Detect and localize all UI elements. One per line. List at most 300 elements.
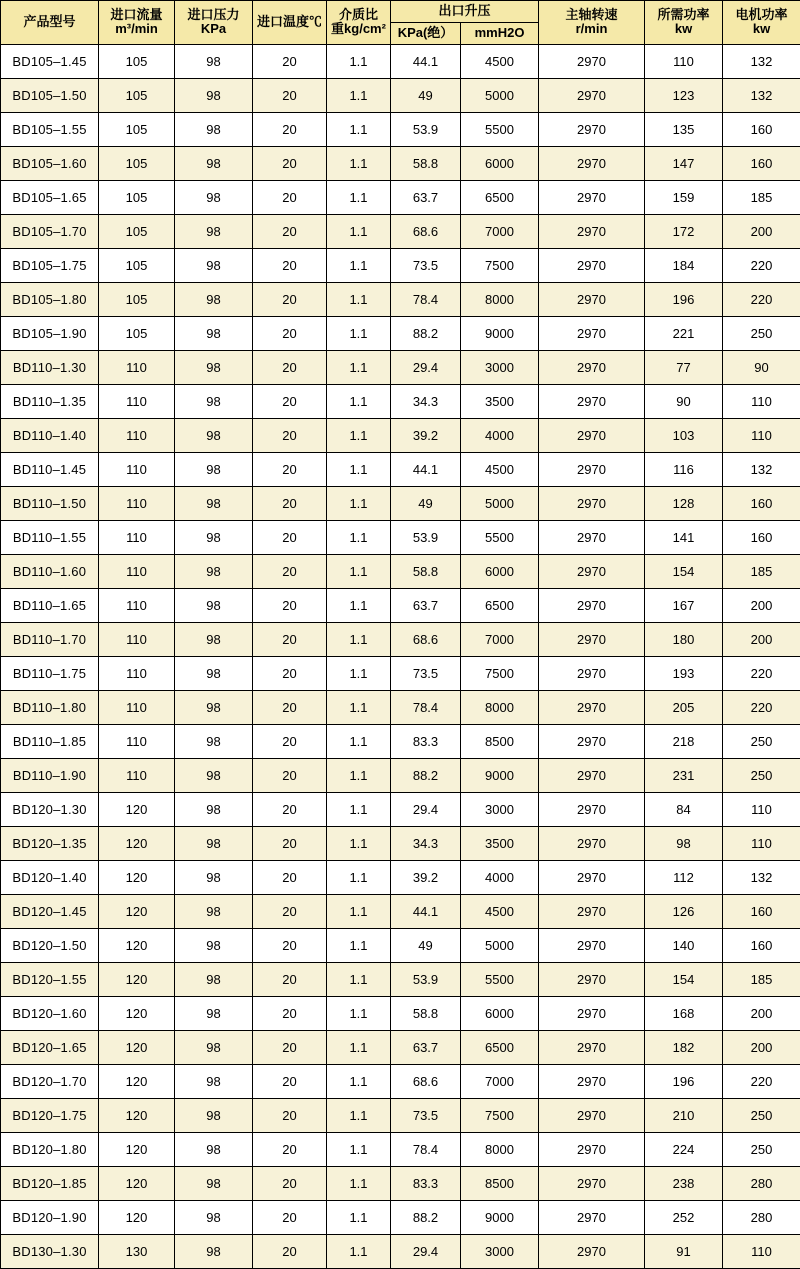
table-row: [1, 826, 800, 860]
cell-inlet-temperature: 20: [253, 248, 327, 282]
cell-model: BD110–1.65: [1, 588, 99, 622]
cell-inlet-pressure: 98: [175, 1166, 253, 1200]
cell-outlet-kpa: 44.1: [391, 44, 461, 78]
cell-motor-power: 160: [723, 928, 800, 962]
column-header-inlet-temperature: 进口温度℃: [253, 1, 327, 45]
cell-required-power: 196: [645, 282, 723, 316]
cell-required-power: 159: [645, 180, 723, 214]
cell-outlet-kpa: 53.9: [391, 112, 461, 146]
cell-inlet-flow: 120: [99, 826, 175, 860]
table-row: [1, 1132, 800, 1166]
table-row: [1, 724, 800, 758]
cell-medium-ratio: 1.1: [327, 384, 391, 418]
cell-shaft-speed: 2970: [539, 894, 645, 928]
cell-medium-ratio: 1.1: [327, 44, 391, 78]
cell-motor-power: 110: [723, 1234, 800, 1268]
cell-inlet-temperature: 20: [253, 384, 327, 418]
cell-inlet-flow: 105: [99, 146, 175, 180]
cell-inlet-temperature: 20: [253, 962, 327, 996]
cell-inlet-temperature: 20: [253, 1064, 327, 1098]
cell-outlet-kpa: 49: [391, 486, 461, 520]
table-row: [1, 554, 800, 588]
column-header-inlet-flow-label: 进口流量: [110, 7, 162, 22]
cell-inlet-pressure: 98: [175, 180, 253, 214]
cell-required-power: 231: [645, 758, 723, 792]
column-header-shaft-speed-label: 主轴转速: [566, 7, 618, 22]
cell-motor-power: 250: [723, 724, 800, 758]
cell-motor-power: 200: [723, 996, 800, 1030]
cell-inlet-flow: 120: [99, 1098, 175, 1132]
cell-outlet-kpa: 88.2: [391, 1200, 461, 1234]
cell-outlet-mmh2o: 3000: [461, 350, 539, 384]
cell-motor-power: 110: [723, 418, 800, 452]
cell-inlet-pressure: 98: [175, 1132, 253, 1166]
cell-shaft-speed: 2970: [539, 112, 645, 146]
cell-required-power: 90: [645, 384, 723, 418]
table-row: [1, 1234, 800, 1268]
table-row: [1, 214, 800, 248]
cell-required-power: 196: [645, 1064, 723, 1098]
cell-shaft-speed: 2970: [539, 418, 645, 452]
table-row: [1, 78, 800, 112]
column-header-model: 产品型号: [1, 1, 99, 45]
cell-shaft-speed: 2970: [539, 248, 645, 282]
column-header-shaft-speed-unit: r/min: [540, 22, 643, 37]
cell-required-power: 91: [645, 1234, 723, 1268]
cell-required-power: 224: [645, 1132, 723, 1166]
cell-inlet-flow: 120: [99, 962, 175, 996]
cell-inlet-flow: 120: [99, 928, 175, 962]
cell-medium-ratio: 1.1: [327, 894, 391, 928]
cell-inlet-pressure: 98: [175, 452, 253, 486]
cell-medium-ratio: 1.1: [327, 1064, 391, 1098]
cell-outlet-kpa: 44.1: [391, 452, 461, 486]
cell-medium-ratio: 1.1: [327, 1166, 391, 1200]
cell-required-power: 141: [645, 520, 723, 554]
table-row: [1, 588, 800, 622]
table-row: [1, 690, 800, 724]
cell-shaft-speed: 2970: [539, 690, 645, 724]
cell-required-power: 128: [645, 486, 723, 520]
cell-inlet-flow: 105: [99, 112, 175, 146]
cell-outlet-mmh2o: 7500: [461, 656, 539, 690]
cell-required-power: 135: [645, 112, 723, 146]
cell-shaft-speed: 2970: [539, 1098, 645, 1132]
cell-model: BD120–1.60: [1, 996, 99, 1030]
cell-medium-ratio: 1.1: [327, 792, 391, 826]
cell-motor-power: 220: [723, 690, 800, 724]
cell-outlet-mmh2o: 6500: [461, 1030, 539, 1064]
cell-model: BD105–1.45: [1, 44, 99, 78]
cell-model: BD110–1.85: [1, 724, 99, 758]
cell-motor-power: 160: [723, 894, 800, 928]
cell-outlet-kpa: 73.5: [391, 656, 461, 690]
cell-inlet-temperature: 20: [253, 724, 327, 758]
cell-inlet-temperature: 20: [253, 282, 327, 316]
cell-inlet-pressure: 98: [175, 758, 253, 792]
cell-medium-ratio: 1.1: [327, 758, 391, 792]
cell-inlet-flow: 110: [99, 350, 175, 384]
table-row: [1, 180, 800, 214]
table-row: [1, 758, 800, 792]
cell-outlet-kpa: 83.3: [391, 1166, 461, 1200]
column-header-inlet-pressure-unit: KPa: [176, 22, 251, 37]
table-row: [1, 1098, 800, 1132]
column-header-outlet-boost: 出口升压: [391, 1, 539, 23]
cell-inlet-temperature: 20: [253, 758, 327, 792]
cell-outlet-kpa: 63.7: [391, 180, 461, 214]
cell-required-power: 182: [645, 1030, 723, 1064]
table-row: [1, 1030, 800, 1064]
cell-required-power: 184: [645, 248, 723, 282]
cell-inlet-flow: 120: [99, 792, 175, 826]
table-body: [1, 44, 800, 1268]
cell-model: BD120–1.80: [1, 1132, 99, 1166]
cell-outlet-kpa: 68.6: [391, 622, 461, 656]
cell-shaft-speed: 2970: [539, 1234, 645, 1268]
cell-outlet-mmh2o: 7500: [461, 1098, 539, 1132]
cell-inlet-pressure: 98: [175, 996, 253, 1030]
table-row: [1, 1166, 800, 1200]
cell-motor-power: 220: [723, 282, 800, 316]
cell-required-power: 147: [645, 146, 723, 180]
cell-inlet-temperature: 20: [253, 554, 327, 588]
cell-model: BD120–1.75: [1, 1098, 99, 1132]
cell-inlet-flow: 110: [99, 554, 175, 588]
cell-inlet-temperature: 20: [253, 588, 327, 622]
table-row: [1, 928, 800, 962]
cell-model: BD120–1.40: [1, 860, 99, 894]
cell-required-power: 123: [645, 78, 723, 112]
cell-inlet-temperature: 20: [253, 350, 327, 384]
cell-shaft-speed: 2970: [539, 860, 645, 894]
cell-inlet-flow: 110: [99, 690, 175, 724]
cell-inlet-flow: 120: [99, 1030, 175, 1064]
cell-outlet-mmh2o: 7000: [461, 1064, 539, 1098]
cell-outlet-mmh2o: 7000: [461, 622, 539, 656]
cell-inlet-flow: 105: [99, 180, 175, 214]
cell-model: BD105–1.60: [1, 146, 99, 180]
cell-medium-ratio: 1.1: [327, 1132, 391, 1166]
cell-outlet-mmh2o: 6000: [461, 996, 539, 1030]
table-row: [1, 622, 800, 656]
cell-shaft-speed: 2970: [539, 554, 645, 588]
cell-motor-power: 90: [723, 350, 800, 384]
cell-shaft-speed: 2970: [539, 520, 645, 554]
table-row: [1, 112, 800, 146]
cell-shaft-speed: 2970: [539, 1132, 645, 1166]
cell-outlet-mmh2o: 5000: [461, 78, 539, 112]
cell-outlet-mmh2o: 9000: [461, 758, 539, 792]
cell-inlet-flow: 105: [99, 248, 175, 282]
cell-outlet-mmh2o: 5000: [461, 928, 539, 962]
cell-shaft-speed: 2970: [539, 724, 645, 758]
cell-model: BD110–1.75: [1, 656, 99, 690]
cell-inlet-flow: 120: [99, 1132, 175, 1166]
cell-inlet-temperature: 20: [253, 860, 327, 894]
cell-model: BD105–1.65: [1, 180, 99, 214]
table-row: [1, 44, 800, 78]
cell-medium-ratio: 1.1: [327, 1030, 391, 1064]
table-row: [1, 248, 800, 282]
cell-inlet-flow: 110: [99, 384, 175, 418]
cell-model: BD110–1.50: [1, 486, 99, 520]
cell-outlet-mmh2o: 8500: [461, 724, 539, 758]
table-row: [1, 316, 800, 350]
cell-shaft-speed: 2970: [539, 282, 645, 316]
column-header-motor-power: [723, 1, 800, 45]
cell-model: BD120–1.55: [1, 962, 99, 996]
cell-medium-ratio: 1.1: [327, 520, 391, 554]
cell-outlet-kpa: 34.3: [391, 826, 461, 860]
cell-outlet-kpa: 34.3: [391, 384, 461, 418]
cell-required-power: 205: [645, 690, 723, 724]
column-header-inlet-flow: [99, 1, 175, 45]
cell-required-power: 193: [645, 656, 723, 690]
cell-required-power: 221: [645, 316, 723, 350]
cell-motor-power: 160: [723, 112, 800, 146]
cell-outlet-kpa: 78.4: [391, 1132, 461, 1166]
column-header-medium-ratio-unit: 重kg/cm²: [328, 22, 389, 37]
cell-medium-ratio: 1.1: [327, 248, 391, 282]
cell-inlet-temperature: 20: [253, 418, 327, 452]
cell-motor-power: 185: [723, 962, 800, 996]
cell-inlet-flow: 110: [99, 588, 175, 622]
column-header-required-power-unit: kw: [646, 22, 721, 37]
cell-motor-power: 110: [723, 384, 800, 418]
cell-outlet-kpa: 49: [391, 928, 461, 962]
cell-inlet-temperature: 20: [253, 928, 327, 962]
cell-motor-power: 132: [723, 78, 800, 112]
cell-required-power: 167: [645, 588, 723, 622]
cell-shaft-speed: 2970: [539, 452, 645, 486]
cell-outlet-mmh2o: 4500: [461, 894, 539, 928]
cell-shaft-speed: 2970: [539, 316, 645, 350]
cell-shaft-speed: 2970: [539, 928, 645, 962]
cell-medium-ratio: 1.1: [327, 112, 391, 146]
cell-medium-ratio: 1.1: [327, 452, 391, 486]
cell-shaft-speed: 2970: [539, 486, 645, 520]
cell-outlet-mmh2o: 9000: [461, 1200, 539, 1234]
cell-inlet-flow: 110: [99, 418, 175, 452]
column-header-inlet-pressure: [175, 1, 253, 45]
cell-model: BD110–1.80: [1, 690, 99, 724]
cell-inlet-flow: 105: [99, 214, 175, 248]
table-row: [1, 860, 800, 894]
cell-inlet-temperature: 20: [253, 112, 327, 146]
cell-inlet-temperature: 20: [253, 78, 327, 112]
cell-inlet-temperature: 20: [253, 894, 327, 928]
cell-outlet-kpa: 53.9: [391, 962, 461, 996]
cell-inlet-temperature: 20: [253, 1200, 327, 1234]
cell-outlet-kpa: 58.8: [391, 554, 461, 588]
cell-required-power: 110: [645, 44, 723, 78]
cell-outlet-mmh2o: 8000: [461, 690, 539, 724]
cell-motor-power: 200: [723, 622, 800, 656]
cell-required-power: 172: [645, 214, 723, 248]
cell-required-power: 116: [645, 452, 723, 486]
cell-shaft-speed: 2970: [539, 996, 645, 1030]
cell-inlet-temperature: 20: [253, 520, 327, 554]
cell-medium-ratio: 1.1: [327, 996, 391, 1030]
cell-inlet-temperature: 20: [253, 622, 327, 656]
cell-inlet-pressure: 98: [175, 78, 253, 112]
cell-medium-ratio: 1.1: [327, 690, 391, 724]
cell-required-power: 154: [645, 554, 723, 588]
cell-inlet-pressure: 98: [175, 860, 253, 894]
cell-motor-power: 185: [723, 554, 800, 588]
cell-model: BD120–1.45: [1, 894, 99, 928]
cell-shaft-speed: 2970: [539, 1030, 645, 1064]
cell-required-power: 98: [645, 826, 723, 860]
cell-medium-ratio: 1.1: [327, 214, 391, 248]
cell-inlet-flow: 110: [99, 520, 175, 554]
cell-inlet-flow: 110: [99, 486, 175, 520]
cell-outlet-mmh2o: 3000: [461, 792, 539, 826]
cell-inlet-temperature: 20: [253, 452, 327, 486]
cell-motor-power: 110: [723, 792, 800, 826]
cell-required-power: 103: [645, 418, 723, 452]
cell-model: BD110–1.45: [1, 452, 99, 486]
cell-model: BD120–1.30: [1, 792, 99, 826]
cell-motor-power: 220: [723, 1064, 800, 1098]
cell-inlet-pressure: 98: [175, 690, 253, 724]
cell-shaft-speed: 2970: [539, 44, 645, 78]
cell-inlet-flow: 120: [99, 1064, 175, 1098]
cell-model: BD110–1.60: [1, 554, 99, 588]
cell-motor-power: 132: [723, 44, 800, 78]
cell-model: BD110–1.40: [1, 418, 99, 452]
cell-model: BD120–1.65: [1, 1030, 99, 1064]
cell-outlet-kpa: 78.4: [391, 690, 461, 724]
cell-outlet-mmh2o: 3500: [461, 384, 539, 418]
cell-inlet-pressure: 98: [175, 1064, 253, 1098]
cell-required-power: 180: [645, 622, 723, 656]
cell-outlet-mmh2o: 4500: [461, 44, 539, 78]
column-header-inlet-flow-unit: m³/min: [100, 22, 173, 37]
cell-model: BD110–1.30: [1, 350, 99, 384]
column-header-motor-power-unit: kw: [724, 22, 799, 37]
cell-motor-power: 132: [723, 860, 800, 894]
cell-outlet-mmh2o: 4500: [461, 452, 539, 486]
cell-model: BD120–1.50: [1, 928, 99, 962]
cell-inlet-pressure: 98: [175, 418, 253, 452]
cell-shaft-speed: 2970: [539, 962, 645, 996]
cell-motor-power: 280: [723, 1166, 800, 1200]
column-header-inlet-pressure-label: 进口压力: [187, 7, 239, 22]
cell-outlet-kpa: 88.2: [391, 758, 461, 792]
cell-inlet-flow: 130: [99, 1234, 175, 1268]
cell-outlet-mmh2o: 8000: [461, 282, 539, 316]
column-header-outlet-mmh2o: mmH2O: [461, 22, 539, 44]
cell-outlet-mmh2o: 7500: [461, 248, 539, 282]
cell-medium-ratio: 1.1: [327, 146, 391, 180]
cell-inlet-temperature: 20: [253, 486, 327, 520]
table-row: [1, 418, 800, 452]
cell-shaft-speed: 2970: [539, 758, 645, 792]
cell-inlet-flow: 110: [99, 724, 175, 758]
cell-inlet-temperature: 20: [253, 996, 327, 1030]
table-row: [1, 486, 800, 520]
cell-required-power: 168: [645, 996, 723, 1030]
cell-required-power: 238: [645, 1166, 723, 1200]
cell-outlet-kpa: 73.5: [391, 248, 461, 282]
cell-required-power: 154: [645, 962, 723, 996]
cell-model: BD120–1.35: [1, 826, 99, 860]
cell-inlet-pressure: 98: [175, 826, 253, 860]
cell-outlet-kpa: 58.8: [391, 146, 461, 180]
cell-inlet-flow: 110: [99, 758, 175, 792]
cell-outlet-kpa: 68.6: [391, 1064, 461, 1098]
column-header-required-power-label: 所需功率: [658, 7, 710, 22]
table-row: [1, 350, 800, 384]
cell-inlet-pressure: 98: [175, 656, 253, 690]
column-header-medium-ratio: [327, 1, 391, 45]
cell-model: BD110–1.35: [1, 384, 99, 418]
cell-motor-power: 250: [723, 758, 800, 792]
cell-inlet-pressure: 98: [175, 588, 253, 622]
cell-medium-ratio: 1.1: [327, 180, 391, 214]
cell-inlet-pressure: 98: [175, 44, 253, 78]
cell-motor-power: 185: [723, 180, 800, 214]
cell-inlet-flow: 120: [99, 996, 175, 1030]
column-header-medium-ratio-label: 介质比: [339, 7, 378, 22]
cell-outlet-mmh2o: 3000: [461, 1234, 539, 1268]
cell-inlet-pressure: 98: [175, 350, 253, 384]
cell-medium-ratio: 1.1: [327, 860, 391, 894]
cell-outlet-mmh2o: 7000: [461, 214, 539, 248]
cell-inlet-flow: 105: [99, 44, 175, 78]
cell-inlet-flow: 105: [99, 282, 175, 316]
cell-inlet-pressure: 98: [175, 894, 253, 928]
cell-outlet-mmh2o: 8000: [461, 1132, 539, 1166]
column-header-required-power: [645, 1, 723, 45]
cell-required-power: 84: [645, 792, 723, 826]
cell-model: BD110–1.70: [1, 622, 99, 656]
cell-outlet-kpa: 39.2: [391, 860, 461, 894]
cell-outlet-mmh2o: 5500: [461, 112, 539, 146]
cell-medium-ratio: 1.1: [327, 78, 391, 112]
cell-inlet-pressure: 98: [175, 1234, 253, 1268]
cell-outlet-kpa: 68.6: [391, 214, 461, 248]
cell-required-power: 218: [645, 724, 723, 758]
cell-inlet-pressure: 98: [175, 962, 253, 996]
cell-inlet-pressure: 98: [175, 1030, 253, 1064]
cell-inlet-pressure: 98: [175, 316, 253, 350]
cell-outlet-kpa: 39.2: [391, 418, 461, 452]
cell-shaft-speed: 2970: [539, 792, 645, 826]
cell-inlet-pressure: 98: [175, 724, 253, 758]
cell-inlet-flow: 110: [99, 622, 175, 656]
cell-inlet-temperature: 20: [253, 1098, 327, 1132]
cell-shaft-speed: 2970: [539, 622, 645, 656]
cell-outlet-kpa: 53.9: [391, 520, 461, 554]
cell-motor-power: 250: [723, 1098, 800, 1132]
cell-shaft-speed: 2970: [539, 1200, 645, 1234]
cell-outlet-kpa: 63.7: [391, 1030, 461, 1064]
cell-medium-ratio: 1.1: [327, 350, 391, 384]
cell-motor-power: 200: [723, 214, 800, 248]
cell-required-power: 77: [645, 350, 723, 384]
cell-inlet-temperature: 20: [253, 180, 327, 214]
cell-shaft-speed: 2970: [539, 826, 645, 860]
cell-shaft-speed: 2970: [539, 656, 645, 690]
cell-inlet-pressure: 98: [175, 622, 253, 656]
cell-medium-ratio: 1.1: [327, 282, 391, 316]
cell-inlet-pressure: 98: [175, 1098, 253, 1132]
cell-inlet-pressure: 98: [175, 282, 253, 316]
cell-shaft-speed: 2970: [539, 1166, 645, 1200]
